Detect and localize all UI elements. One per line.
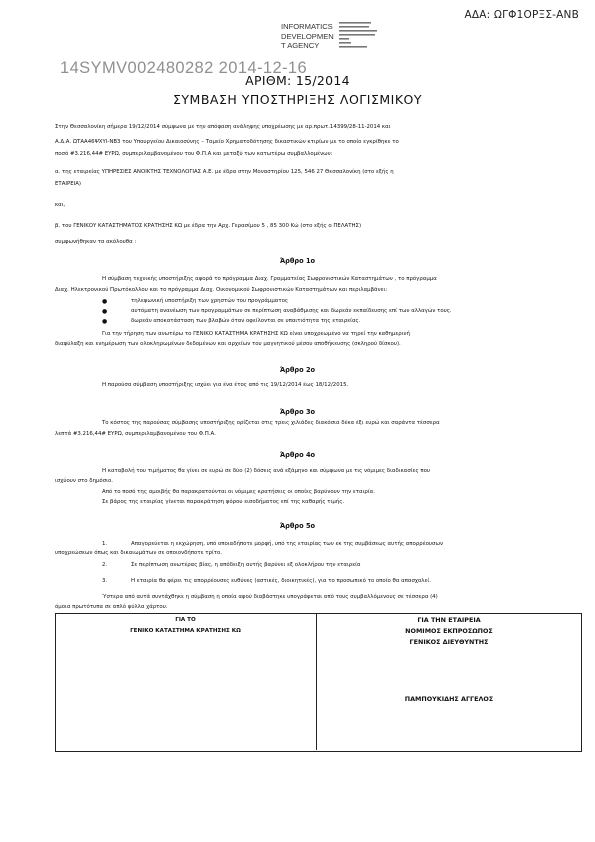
signature-label: ΓΙΑ ΤΗΝ ΕΤΑΙΡΕΙΑ xyxy=(417,616,481,624)
signature-label: ΓΕΝΙΚΟ ΚΑΤΑΣΤΗΜΑ ΚΡΑΤΗΣΗΣ ΚΩ xyxy=(130,628,241,634)
item-number: 2. xyxy=(102,562,108,568)
agreed-text: συμφωνήθηκαν τα ακόλουθα : xyxy=(55,239,137,245)
party-b: β. του ΓΕΝΙΚΟΥ ΚΑΤΑΣΤΗΜΑΤΟΣ ΚΡΑΤΗΣΗΣ ΚΩ με έδρα την Αρχ. Γερασίμου 5 , 85 300 Κώ (στο εξής ο ΠΕΛΑΤΗΣ) xyxy=(55,223,362,229)
bullet-item: δωρεάν αποκατάσταση των βλαβών όταν οφείλονται σε υπαιτιότητα της εταιρείας. xyxy=(131,318,361,324)
article-heading: Άρθρο 5ο xyxy=(279,522,316,530)
list-item-continued: υποχρεώσεων όπως και δικαιωμάτων σε οποιονδήποτε τρίτο. xyxy=(55,550,222,556)
item-number: 1. xyxy=(102,541,108,547)
bullet-dot: ● xyxy=(102,298,108,305)
paragraph: Η καταβολή του τιμήματος θα γίνει σε ευρώ σε δύο (2) δόσεις ανά εξάμηνο και σύμφωνα με τις νόμιμες διαδικασίες που xyxy=(102,468,431,474)
paragraph: Η σύμβαση τεχνικής υποστήριξης αφορά το πρόγραμμα Διαχ. Γραμματείας Σωφρονιστικών Καταστημάτων , το πρόγραμμα xyxy=(102,276,437,282)
closing-text: όμοια πρωτότυπα σε απλό φύλλα χάρτου. xyxy=(55,604,168,610)
paragraph: ισχύουν στο δημόσιο. xyxy=(55,478,113,484)
paragraph: Για την τήρηση των ανωτέρω το ΓΕΝΙΚΟ ΚΑΤΑΣΤΗΜΑ ΚΡΑΤΗΣΗΣ ΚΩ είναι υποχρεωμένο να τηρεί την καθημερινή xyxy=(102,331,410,337)
bullet-dot: ● xyxy=(102,318,108,325)
agency-name xyxy=(281,22,334,51)
signature-company xyxy=(318,615,580,648)
party-a: α. της εταιρείας ΥΠΗΡΕΣΙΕΣ ΑΝΟΙΚΤΗΣ ΤΕΧΝΟΛΟΓΙΑΣ Α.Ε. με έδρα στην Μοναστηρίου 125, 546 27 Θεσσαλονίκη (στο εξής η xyxy=(55,169,394,175)
article-heading: Άρθρο 4ο xyxy=(279,451,316,459)
digital-signature-image xyxy=(339,21,397,59)
article-heading: Άρθρο 1ο xyxy=(279,257,316,265)
paragraph: λεπτά #3.216,44# ΕΥΡΩ, συμπεριλαμβανομένου του Φ.Π.Α. xyxy=(55,431,216,437)
paragraph: διαφύλαξη και ενημέρωση των ολοκληρωμένων δεδομένων και αρχείων του μαγνητικού μέσου αποθήκευσης (σκληρού δίσκου). xyxy=(55,341,401,347)
ada-code: ΑΔΑ: ΩΓΦ1ΟΡΞΣ-ΑΝΒ xyxy=(464,9,579,21)
contract-title: ΣΥΜΒΑΣΗ ΥΠΟΣΤΗΡΙΞΗΣ ΛΟΓΙΣΜΙΚΟΥ xyxy=(173,92,422,107)
agency-line: T AGENCY xyxy=(281,41,320,51)
bullet-dot: ● xyxy=(102,308,108,315)
contract-number: ΑΡΙΘΜ: 15/2014 xyxy=(245,73,350,88)
bullet-item: τηλεφωνική υποστήριξη των χρηστών του προγράμματος xyxy=(131,298,289,304)
paragraph: Σε βάρος της εταιρίας γίνεται παρακράτηση φόρου εισοδήματος επί της καθαρής τιμής. xyxy=(102,499,345,505)
party-a-continued: ΕΤΑΙΡΕΙΑ) xyxy=(55,181,82,187)
signature-label: ΝΟΜΙΜΟΣ ΕΚΠΡΟΣΩΠΟΣ xyxy=(405,627,493,635)
agency-line: INFORMATICS xyxy=(281,22,333,31)
conjunction: και, xyxy=(55,202,66,208)
closing-text: Ύστερα από αυτά συντάχθηκε η σύμβαση η οποία αφού διαβάστηκε υπογράφεται από τους συμβαλλόμενους σε τέσσερα (4) xyxy=(102,594,438,600)
bullet-item: αυτόματη ανανέωση των προγραμμάτων σε περίπτωση αναβάθμισης και δωρεάν εκπαίδευσης επί των αλλαγών τους. xyxy=(131,308,452,314)
intro-line: Στην Θεσσαλονίκη σήμερα 19/12/2014 σύμφωνα με την απόφαση ανάληψης υποχρέωσης με αρ.πρωτ.14399/28-11-2014 και xyxy=(55,124,391,130)
agency-line: DEVELOPMEN xyxy=(281,31,334,41)
signature-label: ΓΕΝΙΚΟΣ ΔΙΕΥΘΥΝΤΗΣ xyxy=(409,638,489,646)
paragraph: Το κόστος της παρούσας σύμβασης υποστήριξης ορίζεται στις τρεις χιλιάδες διακόσια δέκα έξι ευρώ και σαράντα τέσσερα xyxy=(102,420,440,426)
list-item: Η εταιρία θα φέρει τις απορρέουσες ευθύνες (αστικές, διοικητικές), για το προσωπικό το οποίο θα απασχολεί. xyxy=(131,578,431,584)
paragraph: Διαχ. Ηλεκτρονικού Πρωτόκολλου και το πρόγραμμα Διαχ. Οικονομικού Σωφρονιστικών Καταστημάτων και περιλαμβάνει: xyxy=(55,287,388,293)
list-item: Απαγορεύεται η εκχώρηση, υπό οποιαδήποτε μορφή, υπό της εταιρίας των εκ της συμβάσεως αυτής απορρέουσων xyxy=(131,541,443,547)
list-item: Σε περίπτωση ανωτέρας βίας, η απόδειξη αυτής βαρύνει εξ ολοκλήρου την εταιρεία xyxy=(131,562,361,568)
signatory-name: ΠΑΜΠΟΥΚΙΔΗΣ ΑΓΓΕΛΟΣ xyxy=(404,695,494,703)
paragraph: Από το ποσό της αμοιβής θα παρακρατούνται οι νόμιμες κρατήσεις οι οποίες βαρύνουν την εταιρία. xyxy=(102,489,375,495)
paragraph: Η παρούσα σύμβαση υποστήριξης ισχύει για ένα έτος από τις 19/12/2014 έως 18/12/2015. xyxy=(102,382,349,388)
signature-client xyxy=(55,615,316,637)
article-heading: Άρθρο 2ο xyxy=(279,366,316,374)
item-number: 3. xyxy=(102,578,108,584)
protocol-watermark: 14SYMV002480282 2014-12-16 xyxy=(60,59,308,77)
intro-line: ποσό #3.216,44# ΕΥΡΩ, συμπεριλαμβανομένου του Φ.Π.Α και μεταξύ των κατωτέρω συμβαλλομένων: xyxy=(55,151,333,157)
article-heading: Άρθρο 3ο xyxy=(279,408,316,416)
signature-label: ΓΙΑ ΤΟ xyxy=(175,617,196,623)
intro-line: Α.Δ.Α. ΩΤΑΑ46ΨΧΥΙ-ΝΒ3 του Υπουργείου Δικαιοσύνης – Ταμείο Χρηματοδότησης δικαστικών κτιρίων με το οποίο εγκρίθηκε το xyxy=(55,139,399,145)
